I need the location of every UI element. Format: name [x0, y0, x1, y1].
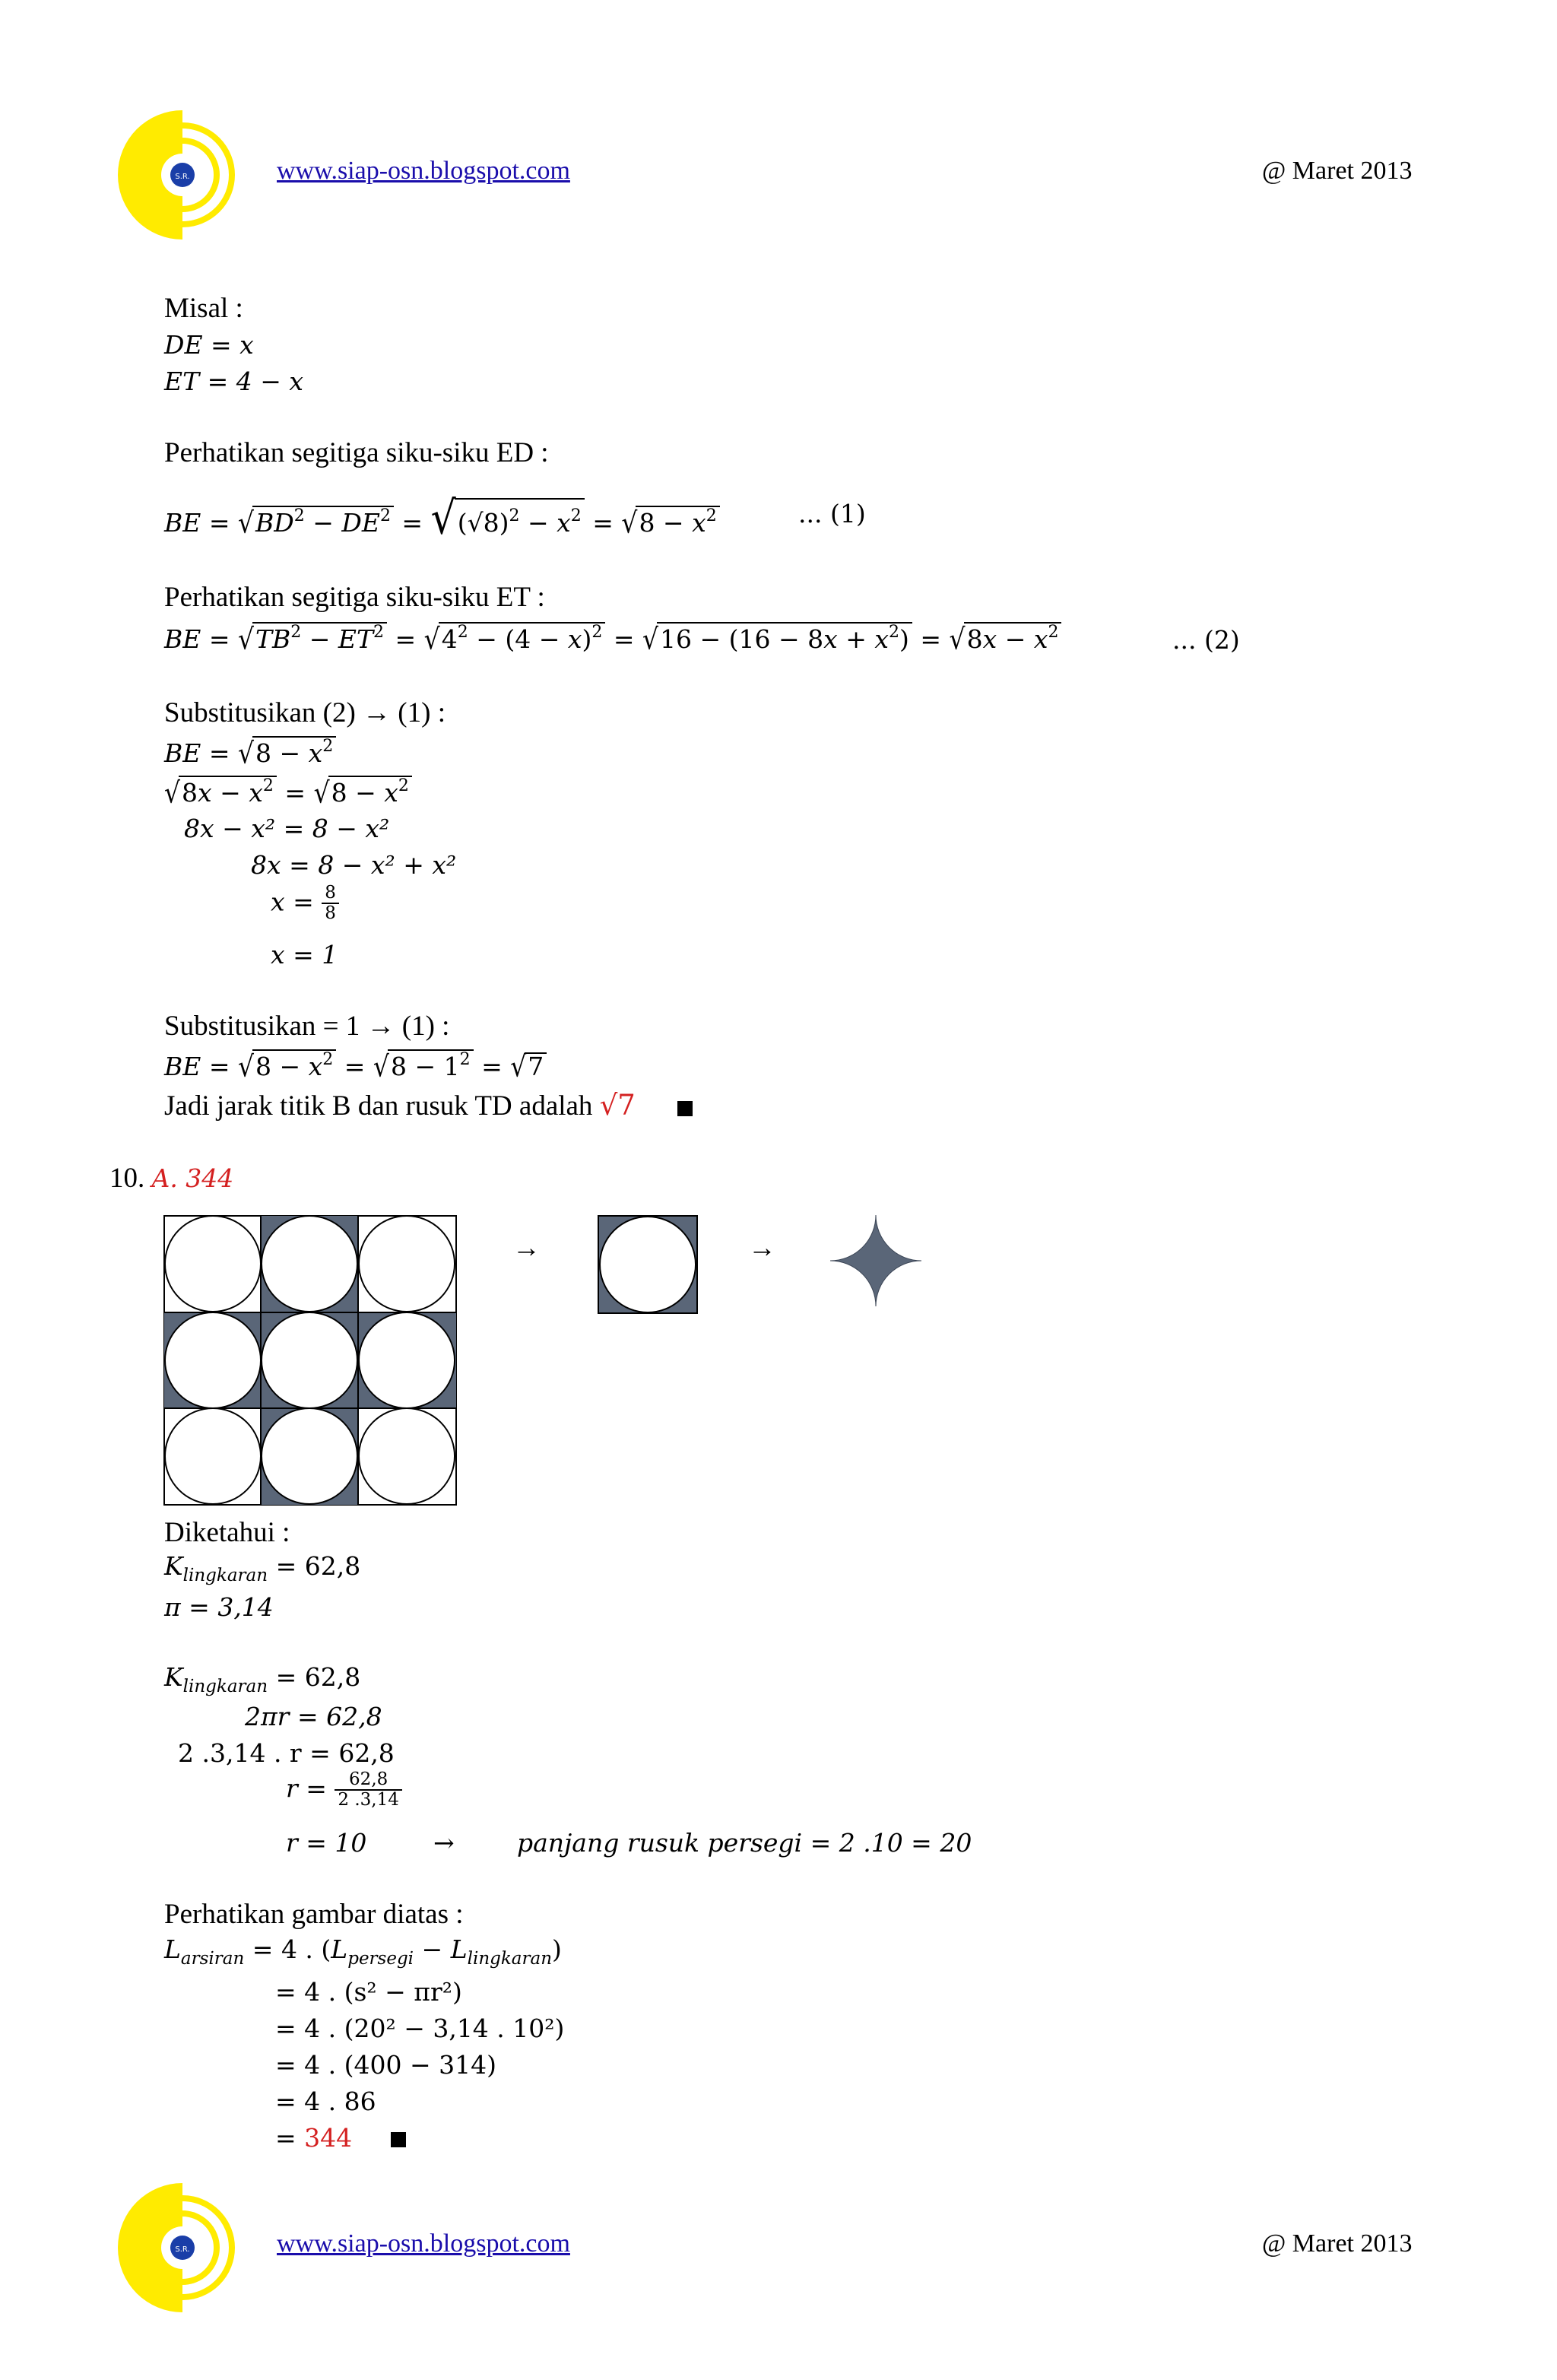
calc-k: $K_{lingkaran} = 62,8$: [164, 1662, 361, 1696]
given-k: $K_{lingkaran} = 62,8$: [164, 1551, 361, 1585]
calc-2pir: 2πr = 62,8: [245, 1702, 382, 1731]
footer-link[interactable]: www.siap-osn.blogspot.com: [277, 2229, 570, 2258]
qed-mark-10: [391, 2132, 406, 2147]
eq-de: DE = x: [164, 330, 254, 360]
tag-2: ... (2): [1172, 625, 1240, 655]
answer-9: √7: [599, 1089, 636, 1122]
footer-logo: [114, 2179, 251, 2316]
conclusion: Jadi jarak titik B dan rusuk TD adalah √7: [164, 1089, 693, 1122]
problem-10-heading: 10. A. 344: [109, 1163, 234, 1194]
single-cell-figure: [598, 1215, 698, 1314]
perhatikan-et: Perhatikan segitiga siku-siku ET :: [164, 582, 545, 613]
calc-r: r = 10: [286, 1828, 367, 1858]
perhatikan-ed: Perhatikan segitiga siku-siku ED :: [164, 437, 549, 468]
substitusi-2-label: Substitusikan = 1 → (1) :: [164, 1011, 450, 1042]
calc-arrow: →: [433, 1828, 455, 1858]
eq-sub-5: x = $\frac{8}{8}$: [271, 884, 339, 924]
area-step-5: = 4 . 86: [275, 2086, 376, 2116]
qed-mark-9: [677, 1101, 693, 1116]
diketahui-label: Diketahui :: [164, 1517, 290, 1548]
calc-subst: 2 .3,14 . r = 62,8: [178, 1738, 395, 1768]
star-figure: [829, 1214, 923, 1308]
arrow-1: →: [512, 1233, 541, 1264]
footer-date: @ Maret 2013: [1262, 2229, 1413, 2258]
eq-sub-6: x = 1: [271, 940, 338, 969]
area-step-3: = 4 . (20² − 3,14 . 10²): [275, 2013, 565, 2043]
grid-figure: [163, 1214, 459, 1508]
eq-be-1: BE = $√BD^2 - DE^2 = √(√8)^2 - x^2 = √8 - x^2$: [164, 496, 720, 541]
area-formula: $L_{arsiran} = 4$ . $(L_{persegi} - L_{lingkaran})$: [164, 1934, 562, 1969]
eq-sub-3: 8x − x² = 8 − x²: [184, 814, 390, 843]
eq-sub-4: 8x = 8 − x² + x²: [251, 850, 457, 880]
area-step-6: = 344: [275, 2123, 406, 2153]
eq-final: BE = $√8 - x^2 = √8 - 1^2 = √7$: [164, 1049, 547, 1081]
given-pi: π = 3,14: [164, 1592, 274, 1622]
calc-r-frac: r = $\frac{62,8}{2 .3,14}$: [286, 1770, 402, 1810]
eq-sub-2: $√8x - x^2 = √8 - x^2$: [164, 776, 412, 808]
perhatikan-gambar: Perhatikan gambar diatas :: [164, 1899, 464, 1930]
substitusi-label: Substitusikan (2) → (1) :: [164, 697, 446, 728]
area-step-2: = 4 . (s² − πr²): [275, 1977, 462, 2007]
area-step-4: = 4 . (400 − 314): [275, 2050, 496, 2080]
arrow-2: →: [748, 1233, 776, 1264]
header-link[interactable]: www.siap-osn.blogspot.com: [277, 157, 570, 185]
tag-1: ... (1): [798, 499, 866, 528]
eq-be-2: BE = $√TB^2 - ET^2 = √4^2 - (4 - x)^2 = √16 - (16 - 8x + x^2) = √8x - x^2$: [164, 622, 1061, 654]
eq-et: ET = 4 − x: [164, 367, 303, 396]
answer-10: A. 344: [151, 1163, 234, 1193]
eq-sub-1: BE = $√8 - x^2$: [164, 736, 336, 768]
misal-label: Misal :: [164, 293, 243, 324]
answer-344: 344: [304, 2123, 353, 2153]
calc-side-length: panjang rusuk persegi = 2 .10 = 20: [517, 1828, 972, 1858]
svg-text:S.R.: S.R.: [175, 173, 190, 181]
header-logo: [114, 106, 251, 243]
svg-text:S.R.: S.R.: [175, 2245, 190, 2254]
header-date: @ Maret 2013: [1262, 157, 1413, 185]
